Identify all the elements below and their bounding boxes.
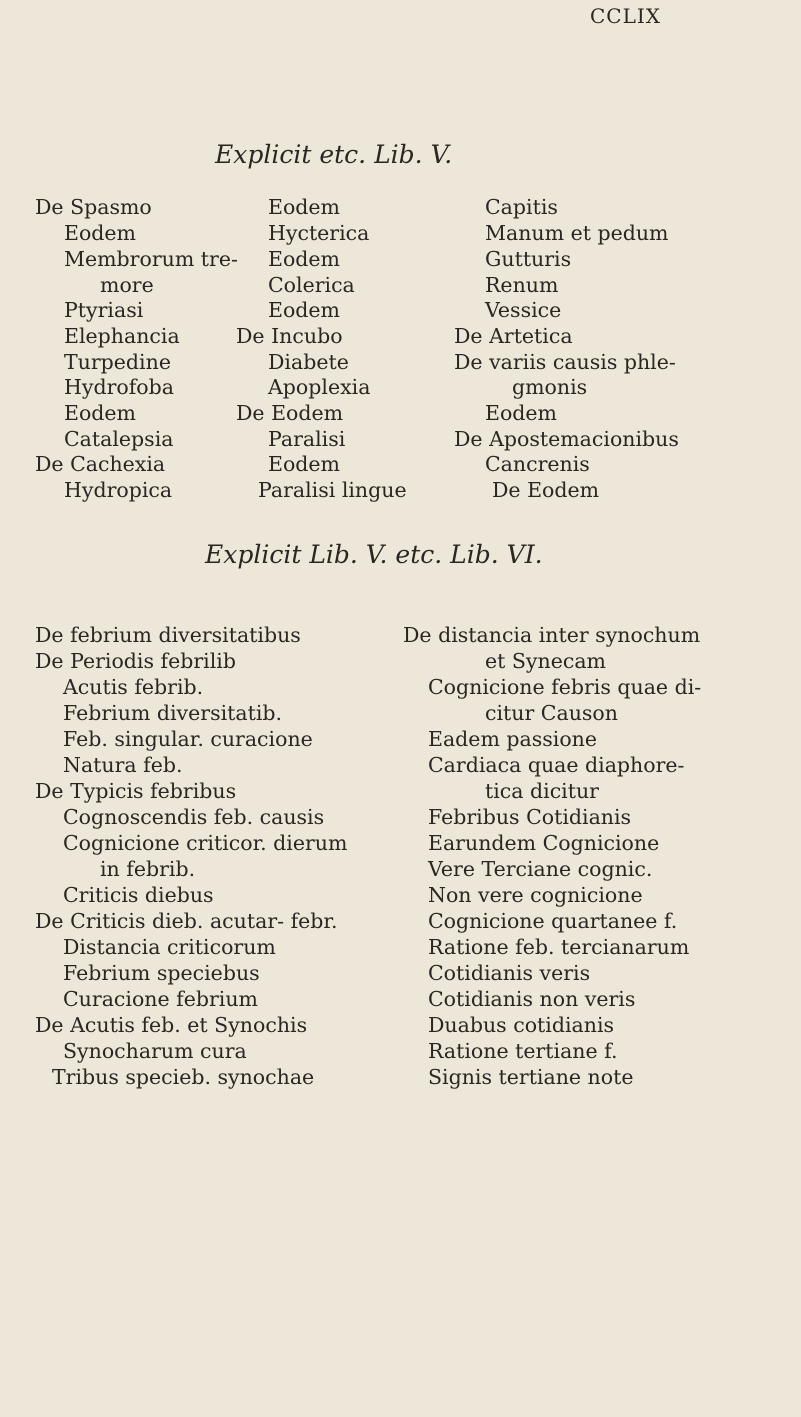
index-entry: Cardiaca quae diaphore- [428,753,685,777]
index-entry: Earundem Cognicione [428,831,660,855]
index-entry: De Spasmo [35,195,152,219]
index-entry: De Criticis dieb. acutar- febr. [35,909,338,933]
index-entry: Hydrofoba [64,375,174,399]
index-entry: De Artetica [454,324,573,348]
index-entry: Cognoscendis feb. causis [63,805,325,829]
index-entry: Colerica [268,273,355,297]
index-entry: Cotidianis non veris [428,987,636,1011]
index-entry: Signis tertiane note [428,1065,634,1089]
index-entry: Cancrenis [485,452,590,476]
index-entry: De variis causis phle- [454,350,676,374]
index-entry: Elephancia [64,324,180,348]
index-entry: Duabus cotidianis [428,1013,615,1037]
index-entry: De febrium diversitatibus [35,623,301,647]
index-entry: Turpedine [64,350,171,374]
index-entry: tica dicitur [485,779,599,803]
index-entry: Eodem [268,298,341,322]
index-entry: Gutturis [485,247,572,271]
index-entry: Tribus specieb. synochae [52,1065,315,1089]
index-entry: Feb. singular. curacione [63,727,313,751]
index-entry: Membrorum tre- [64,247,238,271]
index-entry: more [100,273,154,297]
index-entry: Ratione tertiane f. [428,1039,618,1063]
index-entry: Paralisi [268,427,346,451]
index-entry: Synocharum cura [63,1039,247,1063]
index-entry: De Eodem [492,478,600,502]
index-entry: Cognicione criticor. dierum [63,831,348,855]
index-entry: De Cachexia [35,452,166,476]
index-entry: Ratione feb. tercianarum [428,935,690,959]
index-entry: De distancia inter synochum [403,623,701,647]
section2-heading: Explicit Lib. V. etc. Lib. VI. [205,540,543,569]
index-entry: Eodem [64,221,137,245]
index-entry: gmonis [512,375,588,399]
index-entry: De Incubo [236,324,343,348]
index-entry: Eodem [64,401,137,425]
index-entry: Manum et pedum [485,221,669,245]
index-entry: Criticis diebus [63,883,214,907]
index-entry: Catalepsia [64,427,174,451]
index-entry: Vere Terciane cognic. [428,857,653,881]
index-entry: et Synecam [485,649,606,673]
index-entry: Eodem [268,195,341,219]
index-entry: Cognicione febris quae di- [428,675,702,699]
index-entry: Non vere cognicione [428,883,643,907]
index-entry: Febribus Cotidianis [428,805,632,829]
index-entry: Cognicione quartanee f. [428,909,678,933]
index-entry: Hydropica [64,478,173,502]
index-entry: Distancia criticorum [63,935,276,959]
index-entry: Hycterica [268,221,370,245]
index-entry: De Eodem [236,401,344,425]
index-entry: Eadem passione [428,727,598,751]
index-entry: Apoplexia [268,375,371,399]
index-entry: De Acutis feb. et Synochis [35,1013,308,1037]
index-entry: Diabete [268,350,349,374]
index-entry: Paralisi lingue [258,478,407,502]
index-entry: Cotidianis veris [428,961,591,985]
index-entry: in febrib. [100,857,196,881]
index-entry: Eodem [268,452,341,476]
index-entry: De Periodis febrilib [35,649,236,673]
folio-number: CCLIX [590,4,662,28]
index-entry: Vessice [485,298,562,322]
index-entry: Capitis [485,195,558,219]
index-entry: Eodem [485,401,558,425]
index-entry: Ptyriasi [64,298,144,322]
index-entry: Acutis febrib. [63,675,204,699]
index-entry: Febrium diversitatib. [63,701,283,725]
index-entry: Renum [485,273,559,297]
index-entry: Febrium speciebus [63,961,260,985]
index-entry: citur Causon [485,701,618,725]
index-entry: Natura feb. [63,753,183,777]
index-entry: De Apostemacionibus [454,427,679,451]
index-entry: De Typicis febribus [35,779,237,803]
section1-heading: Explicit etc. Lib. V. [215,140,453,169]
index-entry: Eodem [268,247,341,271]
index-entry: Curacione febrium [63,987,258,1011]
